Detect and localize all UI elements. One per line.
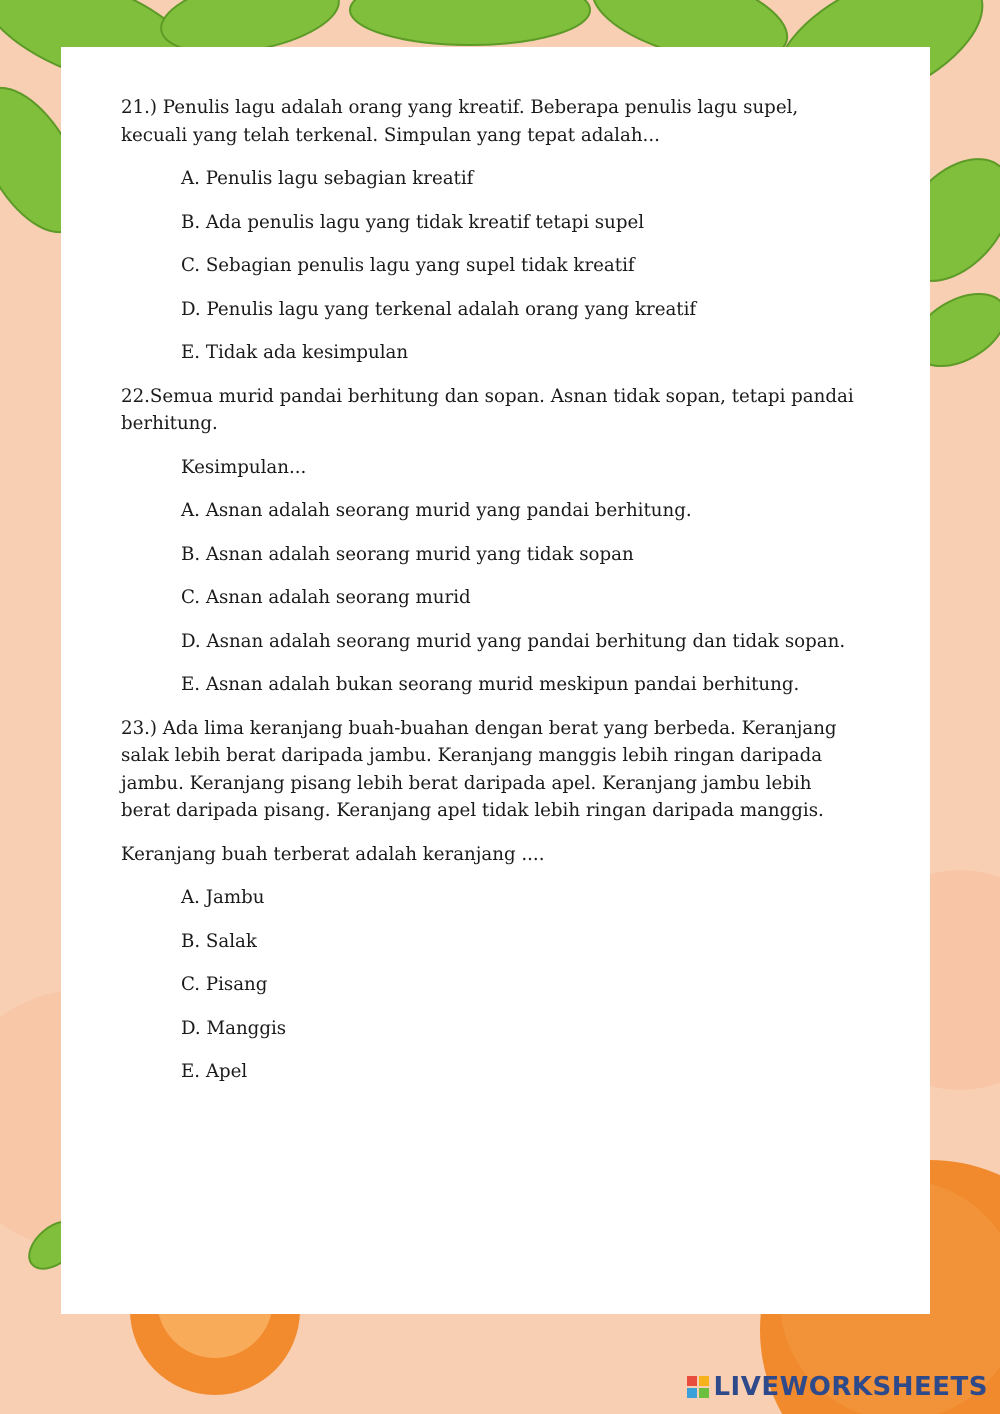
logo-text: LIVEWORKSHEETS (713, 1372, 988, 1402)
q21-option-a: A. Penulis lagu sebagian kreatif (181, 168, 474, 189)
liveworksheets-logo[interactable] (687, 1372, 988, 1402)
q21-option-d: D. Penulis lagu yang terkenal adalah orang yang kreatif (181, 298, 697, 320)
q23-option-d: D. Manggis (181, 1017, 287, 1039)
q22-option-c: C. Asnan adalah seorang murid (181, 587, 471, 608)
q23-option-b: B. Salak (181, 930, 257, 952)
q22-option-b: B. Asnan adalah seorang murid yang tidak sopan (181, 543, 634, 565)
q23-option-e: E. Apel (181, 1061, 248, 1082)
q21-option-c: C. Sebagian penulis lagu yang supel tidak kreatif (181, 255, 635, 276)
q22-prompt: Kesimpulan... (181, 456, 307, 478)
worksheet-page (61, 47, 930, 1314)
q23-option-a: A. Jambu (181, 887, 265, 908)
q22-option-e: E. Asnan adalah bukan seorang murid meskipun pandai berhitung. (181, 674, 800, 695)
worksheet-content (121, 94, 861, 1102)
liveworksheets-logo-icon (687, 1376, 709, 1398)
question-22: 22.Semua murid pandai berhitung dan sopan. Asnan tidak sopan, tetapi pandai berhitung. (121, 385, 854, 434)
q21-option-b: B. Ada penulis lagu yang tidak kreatif tetapi supel (181, 211, 645, 233)
q22-option-a: A. Asnan adalah seorang murid yang pandai berhitung. (181, 500, 692, 521)
question-23: 23.) Ada lima keranjang buah-buahan dengan berat yang berbeda. Keranjang salak lebih berat daripada jambu. Keranjang manggis lebih ringan daripada jambu. Keranjang pisang lebih berat daripada apel. Keranjang jambu lebih berat daripada pisang. Keranjang apel tidak lebih ringan daripada manggis. (121, 717, 837, 821)
q21-option-e: E. Tidak ada kesimpulan (181, 342, 409, 363)
q23-option-c: C. Pisang (181, 974, 268, 995)
q23-prompt: Keranjang buah terberat adalah keranjang .... (121, 843, 545, 865)
q22-option-d: D. Asnan adalah seorang murid yang pandai berhitung dan tidak sopan. (181, 630, 846, 652)
question-21: 21.) Penulis lagu adalah orang yang kreatif. Beberapa penulis lagu supel, kecuali yang telah terkenal. Simpulan yang tepat adalah... (121, 97, 799, 146)
